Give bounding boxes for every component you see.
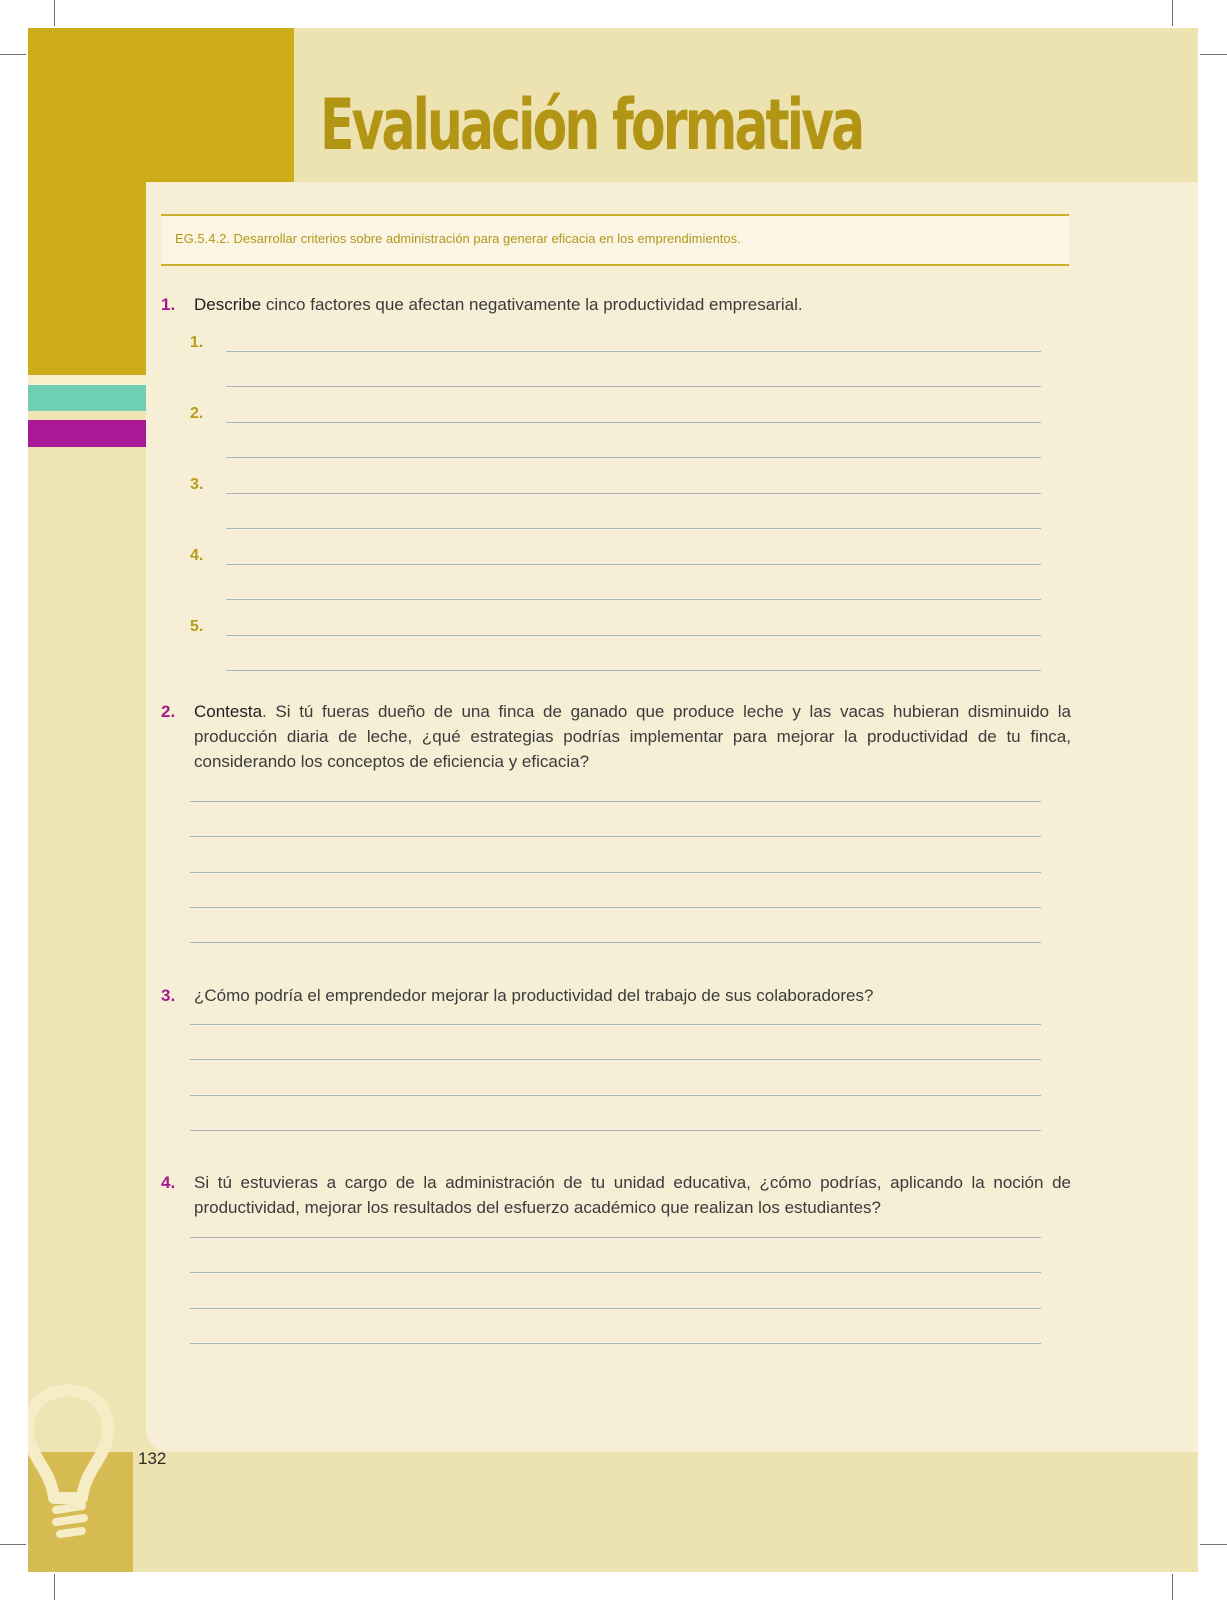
crop-mark xyxy=(1200,1544,1227,1545)
question-number: 1. xyxy=(161,295,176,314)
answer-line[interactable] xyxy=(226,422,1041,423)
question-lead: Describe xyxy=(194,295,262,314)
answer-line[interactable] xyxy=(226,457,1041,458)
question-text xyxy=(194,292,1071,317)
answer-number: 1. xyxy=(190,334,204,351)
answer-number: 2. xyxy=(190,405,204,422)
question-body: cinco factores que afectan negativamente la productividad empresarial. xyxy=(261,295,803,314)
crop-mark xyxy=(54,1574,55,1600)
left-cream-stripe xyxy=(28,375,146,385)
footer-band xyxy=(28,1452,1198,1572)
crop-mark xyxy=(0,1544,26,1545)
answer-line[interactable] xyxy=(190,1024,1041,1025)
left-stripe-gap xyxy=(28,411,146,420)
answer-line[interactable] xyxy=(226,670,1041,671)
crop-mark xyxy=(1172,1574,1173,1600)
answer-line[interactable] xyxy=(190,1237,1041,1238)
crop-mark xyxy=(0,54,26,55)
answer-line[interactable] xyxy=(226,599,1041,600)
answer-number: 5. xyxy=(190,618,204,635)
page-title: Evaluación formativa xyxy=(320,84,863,166)
answer-line[interactable] xyxy=(190,872,1041,873)
answer-line[interactable] xyxy=(190,836,1041,837)
answer-line[interactable] xyxy=(190,942,1041,943)
crop-mark xyxy=(1172,0,1173,26)
left-gold-bar xyxy=(28,182,146,375)
crop-mark xyxy=(54,0,55,26)
question-number: 4. xyxy=(161,1173,176,1192)
question-body: . Si tú fueras dueño de una finca de ganado que produce leche y las vacas hubieran disminuido la producción diaria de leche, ¿qué estrategias podrías implementar para mejorar la productividad de tu finca, considerando los conceptos de eficiencia y eficacia? xyxy=(194,702,1071,771)
answer-number: 4. xyxy=(190,547,204,564)
answer-line[interactable] xyxy=(226,528,1041,529)
content-panel xyxy=(146,182,1198,1452)
answer-line[interactable] xyxy=(226,493,1041,494)
answer-line[interactable] xyxy=(190,1130,1041,1131)
objective-box xyxy=(161,214,1069,266)
answer-line[interactable] xyxy=(190,801,1041,802)
question-text: Si tú estuvieras a cargo de la administración de tu unidad educativa, ¿cómo podrías, aplicando la noción de productividad, mejorar los resultados del esfuerzo académico que realizan los estudiantes? xyxy=(194,1173,1071,1217)
crop-mark xyxy=(1200,54,1227,55)
question-text xyxy=(194,699,1071,774)
question-text: ¿Cómo podría el emprendedor mejorar la productividad del trabajo de sus colaboradores? xyxy=(194,986,874,1005)
answer-line[interactable] xyxy=(190,1308,1041,1309)
question-1 xyxy=(161,292,1071,317)
objective-text: EG.5.4.2. Desarrollar criterios sobre administración para generar eficacia en los emprendimientos. xyxy=(175,231,741,246)
answer-line[interactable] xyxy=(190,907,1041,908)
answer-line[interactable] xyxy=(190,1095,1041,1096)
answer-line[interactable] xyxy=(226,564,1041,565)
left-magenta-stripe xyxy=(28,420,146,447)
answer-line[interactable] xyxy=(226,351,1041,352)
answer-line[interactable] xyxy=(190,1343,1041,1344)
question-number: 3. xyxy=(161,986,176,1005)
answer-line[interactable] xyxy=(190,1272,1041,1273)
answer-line[interactable] xyxy=(226,386,1041,387)
answer-line[interactable] xyxy=(190,1059,1041,1060)
question-number: 2. xyxy=(161,702,176,721)
worksheet-page xyxy=(28,28,1198,1572)
answer-line[interactable] xyxy=(226,635,1041,636)
left-teal-stripe xyxy=(28,385,146,411)
page-number: 132 xyxy=(138,1449,167,1468)
answer-number: 3. xyxy=(190,476,204,493)
header-gold-block xyxy=(28,28,294,182)
question-4 xyxy=(161,1170,1071,1220)
question-2 xyxy=(161,699,1071,774)
question-lead: Contesta xyxy=(194,702,263,721)
question-3 xyxy=(161,983,1071,1008)
